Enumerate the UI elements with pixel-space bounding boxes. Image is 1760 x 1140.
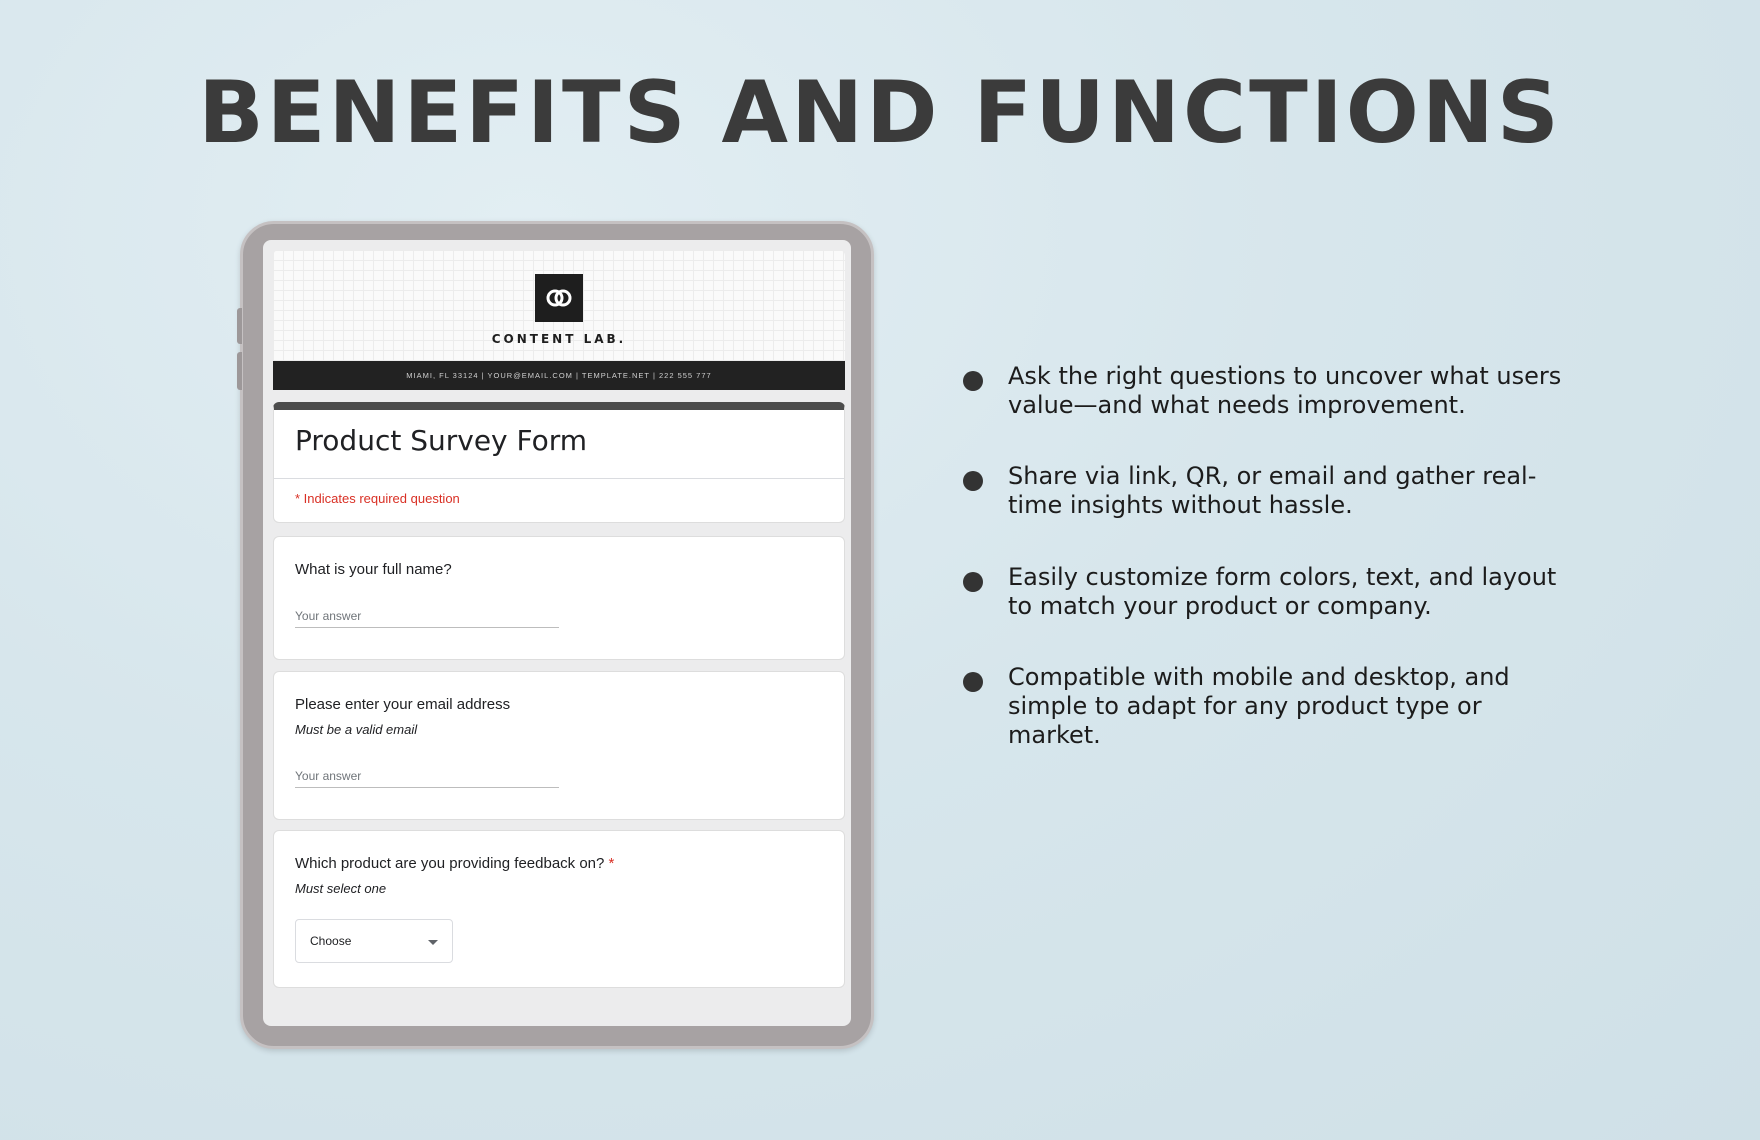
question-card-email [273, 671, 845, 820]
form-title-card [273, 402, 845, 523]
product-select[interactable] [295, 919, 453, 963]
bullet-icon [963, 672, 983, 692]
form-header-banner [273, 250, 845, 390]
linked-rings-icon [535, 274, 583, 322]
required-note: * Indicates required question [295, 491, 460, 506]
question-label [295, 855, 614, 872]
brand-name: CONTENT LAB. [491, 332, 627, 346]
tablet-mockup [240, 221, 874, 1049]
question-card-product [273, 830, 845, 988]
email-input[interactable]: Your answer [295, 769, 559, 788]
benefit-item [962, 563, 1562, 621]
tablet-side-button [237, 352, 242, 390]
bullet-icon [963, 471, 983, 491]
question-hint: Must be a valid email [295, 722, 418, 737]
product-select-value: Choose [310, 934, 352, 948]
contact-bar: MIAMI, FL 33124 | YOUR@EMAIL.COM | TEMPLATE.NET | 222 555 777 [273, 361, 845, 390]
benefit-item [962, 663, 1562, 750]
benefit-text: Ask the right questions to uncover what users value—and what needs improvement. [1008, 362, 1562, 419]
required-star: * [608, 855, 615, 872]
tablet-side-button [237, 308, 242, 344]
question-label-text: Which product are you providing feedback on? [295, 855, 605, 872]
benefit-text: Share via link, QR, or email and gather real-time insights without hassle. [1008, 462, 1537, 519]
question-hint: Must select one [295, 881, 387, 896]
question-card-full-name [273, 536, 845, 660]
question-label: Please enter your email address [295, 696, 511, 713]
full-name-input[interactable]: Your answer [295, 609, 559, 628]
question-label: What is your full name? [295, 561, 452, 578]
benefit-text: Compatible with mobile and desktop, and simple to adapt for any product type or market. [1008, 663, 1510, 749]
bullet-icon [963, 572, 983, 592]
benefit-item [962, 362, 1562, 420]
benefit-text: Easily customize form colors, text, and layout to match your product or company. [1008, 563, 1557, 620]
benefits-list [962, 362, 1562, 750]
tablet-screen [263, 240, 851, 1026]
form-title: Product Survey Form [295, 424, 588, 457]
divider [274, 478, 844, 479]
bullet-icon [963, 371, 983, 391]
page-title: BENEFITS AND FUNCTIONS [198, 63, 1562, 163]
caret-down-icon [428, 940, 438, 945]
benefit-item [962, 462, 1562, 520]
